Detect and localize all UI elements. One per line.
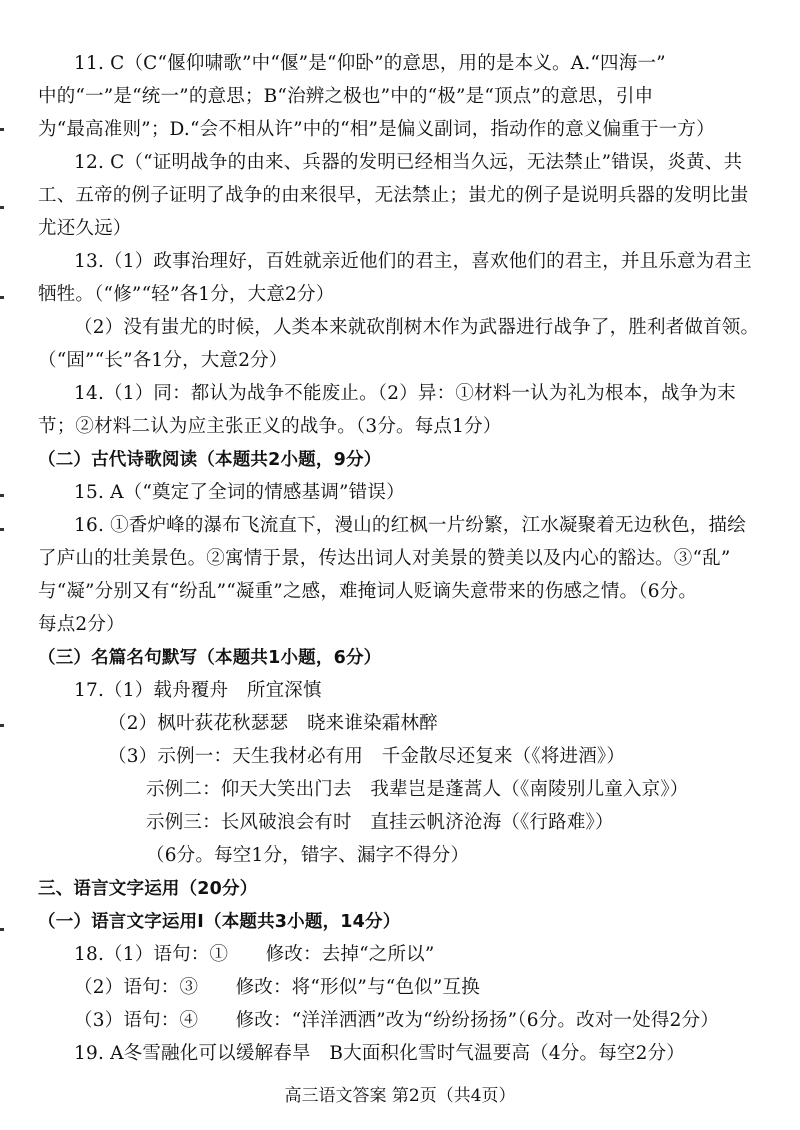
answer-17-line-3: （3）示例一：天生我材必有用 千金散尽还复来（《将进酒》）: [108, 746, 626, 767]
binding-mark: [0, 494, 4, 497]
section-heading-recitation: （三）名篇名句默写（本题共1小题，6分）: [38, 648, 382, 668]
answer-11-line-2: 中的“一”是“统一”的意思；B“治辨之极也”中的“极”是“顶点”的意思，引申: [38, 86, 654, 107]
answer-13-line-3: （2）没有蚩尤的时候，人类本来就砍削树木作为武器进行战争了，胜利者做首领。: [74, 317, 760, 338]
answer-14-line-1: 14.（1）同：都认为战争不能废止。（2）异：①材料一认为礼为根本，战争为末: [74, 383, 736, 404]
answer-13-line-2: 牺牲。（“修”“轻”各1分，大意2分）: [38, 284, 335, 305]
subsection-heading-language-use-1: （一）语言文字运用Ⅰ（本题共3小题，14分）: [38, 912, 401, 932]
answer-13-line-1: 13.（1）政事治理好，百姓就亲近他们的君主，喜欢他们的君主，并且乐意为君主: [74, 251, 752, 272]
answer-17-line-1: 17.（1）载舟覆舟 所宜深慎: [74, 680, 322, 701]
answer-17-line-5: 示例三：长风破浪会有时 直挂云帆济沧海（《行路难》）: [146, 812, 614, 833]
answer-19: 19. A冬雪融化可以缓解春旱 B大面积化雪时气温要高（4分。每空2分）: [74, 1043, 685, 1064]
answer-18-line-3: （3）语句：④ 修改：“洋洋洒洒”改为“纷纷扬扬”（6分。改对一处得2分）: [74, 1010, 719, 1031]
answer-14-line-2: 节；②材料二认为应主张正义的战争。（3分。每点1分）: [38, 416, 502, 437]
answer-11-line-3: 为“最高准则”；D.“会不相从许”中的“相”是偏义副词，指动作的意义偏重于一方）: [38, 119, 715, 140]
answer-18-line-2: （2）语句：③ 修改：将“形似”与“色似”互换: [74, 977, 480, 998]
answer-12-line-3: 尤还久远）: [38, 218, 132, 239]
answer-15: 15. A（“奠定了全词的情感基调”错误）: [74, 482, 405, 503]
binding-mark: [0, 296, 4, 299]
answer-11-line-1: 11. C（C“偃仰啸歌”中“偃”是“仰卧”的意思，用的是本义。A.“四海一”: [74, 53, 666, 74]
answer-17-line-2: （2）枫叶荻花秋瑟瑟 晓来谁染霜林醉: [108, 713, 438, 734]
page-footer: 高三语文答案 第2页（共4页）: [284, 1086, 516, 1106]
binding-mark: [0, 128, 4, 131]
answer-12-line-2: 工、五帝的例子证明了战争的由来很早，无法禁止；蚩尤的例子是说明兵器的发明比蚩: [38, 185, 749, 206]
binding-mark: [0, 724, 4, 727]
answer-16-line-4: 每点2分）: [38, 614, 125, 635]
answer-13-line-4: （“固”“长”各1分，大意2分）: [38, 350, 288, 371]
binding-mark: [0, 528, 4, 531]
binding-mark: [0, 206, 4, 209]
binding-mark: [0, 928, 4, 931]
answer-16-line-3: 与“凝”分别又有“纷乱”“凝重”之感，难掩词人贬谪失意带来的伤感之情。（6分。: [38, 581, 698, 602]
answer-16-line-1: 16. ①香炉峰的瀑布飞流直下，漫山的红枫一片纷繁，江水凝聚着无边秋色，描绘: [74, 515, 746, 536]
answer-12-line-1: 12. C（“证明战争的由来、兵器的发明已经相当久远，无法禁止”错误，炎黄、共: [74, 152, 743, 173]
answer-16-line-2: 了庐山的壮美景色。②寓情于景，传达出词人对美景的赞美以及内心的豁达。③“乱”: [38, 548, 731, 569]
section-heading-language-use: 三、语言文字运用（20分）: [38, 879, 258, 899]
answer-17-line-4: 示例二：仰天大笑出门去 我辈岂是蓬蒿人（《南陵别儿童入京》）: [146, 779, 689, 800]
section-heading-poetry: （二）古代诗歌阅读（本题共2小题，9分）: [38, 450, 382, 470]
answer-17-line-6: （6分。每空1分，错字、漏字不得分）: [146, 845, 470, 866]
answer-18-line-1: 18.（1）语句：① 修改：去掉“之所以”: [74, 944, 435, 965]
